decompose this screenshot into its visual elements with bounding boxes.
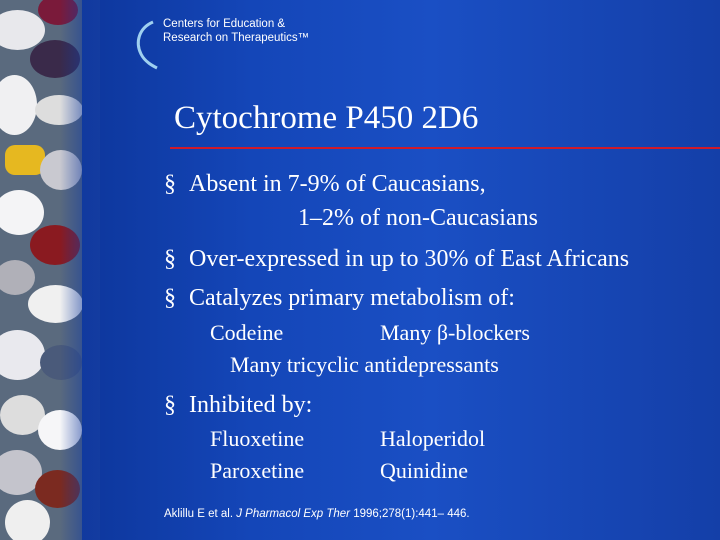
citation-journal: J Pharmacol Exp Ther [236, 508, 350, 520]
bullet-marker: § [164, 285, 176, 311]
bullet-4-sub-4: Quinidine [380, 458, 468, 483]
bullet-4-sub-2: Haloperidol [380, 426, 486, 451]
org-line-1: Centers for Education & [163, 18, 286, 30]
bullet-3-sub-1: Codeine [210, 320, 284, 345]
bullet-4-sub-3: Paroxetine [210, 458, 305, 483]
org-name [163, 17, 309, 45]
bullet-marker: § [164, 392, 176, 418]
logo-arc-icon [133, 20, 159, 70]
slide-title: Cytochrome P450 2D6 [174, 100, 479, 136]
citation [164, 508, 470, 520]
citation-details: 1996;278(1):441– 446. [350, 508, 470, 520]
bullet-3-sub-2: Many β-blockers [380, 320, 530, 345]
bullet-3: Catalyzes primary metabolism of: [189, 285, 515, 311]
citation-authors: Aklillu E et al. [164, 508, 237, 520]
bullet-marker: § [164, 246, 176, 272]
bullet-1-line-1: Absent in 7-9% of Caucasians, [189, 171, 486, 197]
photo-fade [60, 0, 100, 540]
title-divider [170, 147, 720, 149]
org-line-2: Research on Therapeutics™ [163, 32, 310, 44]
bullet-2: Over-expressed in up to 30% of East Africans [189, 246, 630, 272]
bullet-1-line-2: 1–2% of non-Caucasians [298, 205, 538, 231]
bullet-3-sub-3: Many tricyclic antidepressants [230, 352, 499, 377]
bullet-4: Inhibited by: [189, 392, 313, 418]
bullet-marker: § [164, 171, 176, 197]
bullet-4-sub-1: Fluoxetine [210, 426, 305, 451]
